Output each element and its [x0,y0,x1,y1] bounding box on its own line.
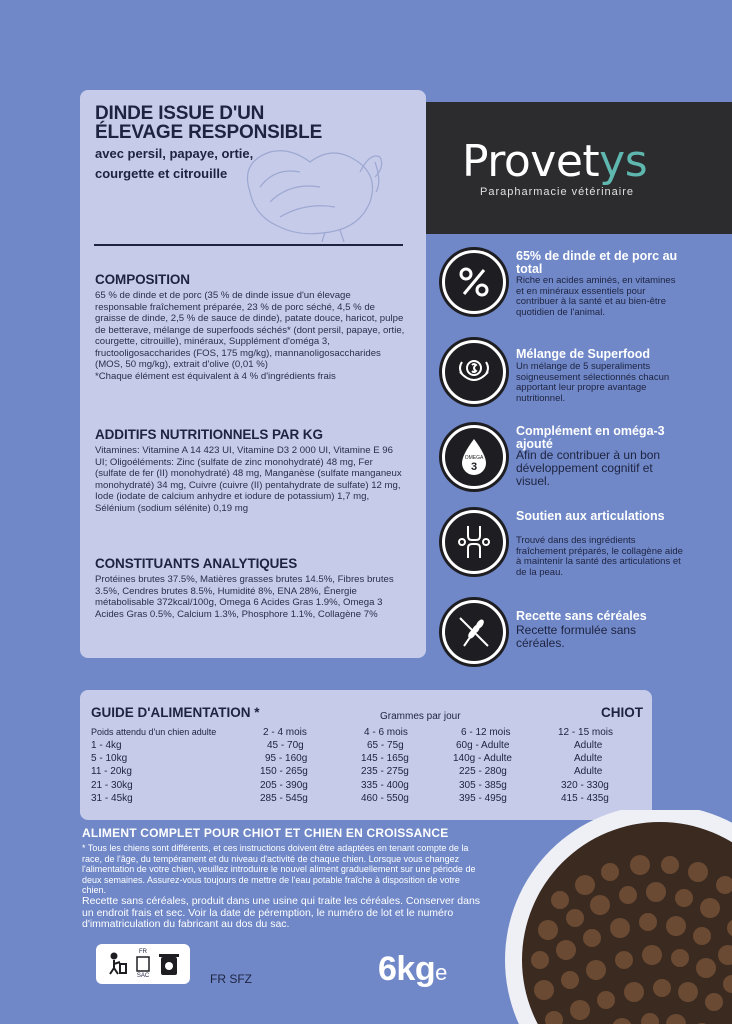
feature-title: 65% de dinde et de porc au total [516,249,678,276]
trash-bin-icon [158,951,180,977]
guide-header-weight: Poids attendu d'un chien adulte [91,727,217,737]
wheat-icon [442,600,506,664]
composition-section [95,272,405,382]
superfood-icon [442,340,506,404]
storage-note: Recette sans céréales, produit dans une usine qui traite les céréales. Conserver dans un endroit frais et sec. Voir la date de péremption, le numéro de lot et le numéro d'immatriculation du fabricant au dos du sac. [82,895,481,930]
grams-label: Grammes par jour [380,711,461,722]
tidyman-icon [106,952,128,976]
feature-superfood [442,340,732,410]
feeding-note: * Tous les chiens sont différents, et ces instructions doivent être adaptées en tenant compte de la race, de l'âge, du tempérament et du niveau d'activité de chaque chien. Lorsque vous changez l'alimentation de votre chien, veuillez introduire le nouvel aliment graduellement sur une période de deux semaines. Assurez-vous toujours de mettre de l'eau potable fraîche à disposition de votre chien. [82,843,476,895]
brand-logo: Provetys [462,136,648,187]
feature-title: Soutien aux articulations [516,509,665,523]
feature-desc: Afin de contribuer à un bon développement cognitif et visuel. [516,448,661,488]
guide-title: GUIDE D'ALIMENTATION * [91,705,260,720]
product-title-line2: ÉLEVAGE RESPONSIBLE [95,122,323,143]
chiot-label: CHIOT [601,705,643,720]
origin-label: FR SFZ [210,972,252,986]
guide-header-age: 2 - 4 mois [263,727,307,738]
product-subtitle-line2: courgette et citrouille [95,166,228,181]
feature-title: Mélange de Superfood [516,347,651,361]
bag-icon [135,955,151,973]
svg-text:OMEGA: OMEGA [464,455,484,461]
omega3-drop-icon [442,425,506,489]
food-bowl-image [500,810,732,1024]
product-title-line1: DINDE ISSUE D'UN [95,103,265,124]
brand-tagline: Parapharmacie vétérinaire [480,186,635,198]
feature-title: Recette sans céréales [516,609,647,623]
feature-joints [442,510,732,585]
feature-desc: Trouvé dans des ingrédients fraîchement préparés, le collagène aide à maintenir la santé des articulations et de la peau. [516,535,683,578]
feeding-guide: GUIDE D'ALIMENTATION * Grammes par jour CHIOT Poids attendu d'un chien adulte 2 - 4 mois 4 - 6 mois 6 - 12 mois 12 - 15 mois 1 - 4kg 45 - 70g 65 - 75g 60g - Adulte Adulte 5 - 10kg 95 - 160g 145 - 165g 140g - Adulte Adulte 11 - 20kg 150 - 265g 235 - 275g 225 - 280g Adulte 21 - 30kg 205 - 390g 335 - 400g 305 - 385g 320 - 330g 31 - 45kg 285 - 545g 460 - 550g 395 - 495g 415 - 435g [80,690,652,820]
guide-header-age: 12 - 15 mois [558,727,614,738]
feature-grain-free [442,600,732,670]
guide-header-age: 4 - 6 mois [364,727,408,738]
analytical-text: Protéines brutes 37.5%, Matières grasses brutes 14.5%, Fibres brutes 3.5%, Cendres brutes 8.5%, Humidité 8%, ENA 28%, Énergie métabolisable 372kcal/100g, Omega 6 Acides Gras 1.9%, Omega 3 Acides Gras 0.5%, Calcium 1.3%, Phosphore 1.1%, Collagène 7% [95,574,394,620]
complete-food-label: ALIMENT COMPLET POUR CHIOT ET CHIEN EN CROISSANCE [82,826,449,840]
percent-icon [442,250,506,314]
brand-logo-box [426,102,732,234]
feature-title: Complément en oméga-3 ajouté [516,424,665,451]
composition-heading: COMPOSITION [95,272,190,287]
sac-label: FR SAC [136,949,150,979]
analytical-heading: CONSTITUANTS ANALYTIQUES [95,556,298,571]
composition-text: 65 % de dinde et de porc (35 % de dinde issue d'un élevage responsable fraîchement préparée, 23 % de porc séché, 4,5 % de graisse de dinde, 2,5 % de sauce de dinde), patate douce, haricot, pulpe de betterave, mélange de superfoods séchés* (dont persil, papaye, ortie, courgette, citrouille), minéraux, Supplément d'oméga 3, fructooligosaccharides (FOS, 175 mg/kg), mannanoligosaccharides (MOS, 50 mg/kg), extrait d'olive (0,01 %) [95,290,405,370]
guide-header-age: 6 - 12 mois [461,727,511,738]
analytical-section [95,556,405,620]
joint-icon [442,510,506,574]
svg-text:3: 3 [470,461,478,473]
feature-omega3 [442,425,732,495]
product-info-panel [80,90,426,658]
turkey-illustration-icon [230,132,390,242]
title-divider [94,244,403,246]
additives-text: Vitamines: Vitamine A 14 423 UI, Vitamine D3 2 000 UI, Vitamine E 96 UI; Oligoéléments: Zinc (sulfate de zinc monohydraté) 48 mg, Fer (sulfate de fer (II) monohydraté) 48 mg, Manganèse (sulfate manganeux monohydraté) 34 mg, Cuivre (cuivre (II) pentahydrate de sulfate) 12 mg, Iode (iodate de calcium anhydre et iodure de potassium) 1,7 mg, Sélénium (sodium sélénite) 0,19 mg [95,445,402,514]
feature-desc: Recette formulée sans céréales. [516,623,637,650]
net-weight: 6kge [378,950,447,988]
feature-protein [442,250,732,330]
feature-desc: Un mélange de 5 superaliments soigneusement sélectionnés chacun apportant leur propre avantage nutritionnel. [516,361,670,404]
product-subtitle-line1: avec persil, papaye, ortie, [95,146,254,161]
additives-section [95,427,405,514]
additives-heading: ADDITIFS NUTRITIONNELS PAR KG [95,427,323,442]
feature-desc: Riche en acides aminés, en vitamines et en minéraux essentiels pour contribuer à la santé et au bien-être quotidien de l'animal. [516,275,676,318]
composition-footnote: *Chaque élément est équivalent à 4 % d'ingrédients frais [95,370,336,382]
recycling-badge [96,944,190,984]
